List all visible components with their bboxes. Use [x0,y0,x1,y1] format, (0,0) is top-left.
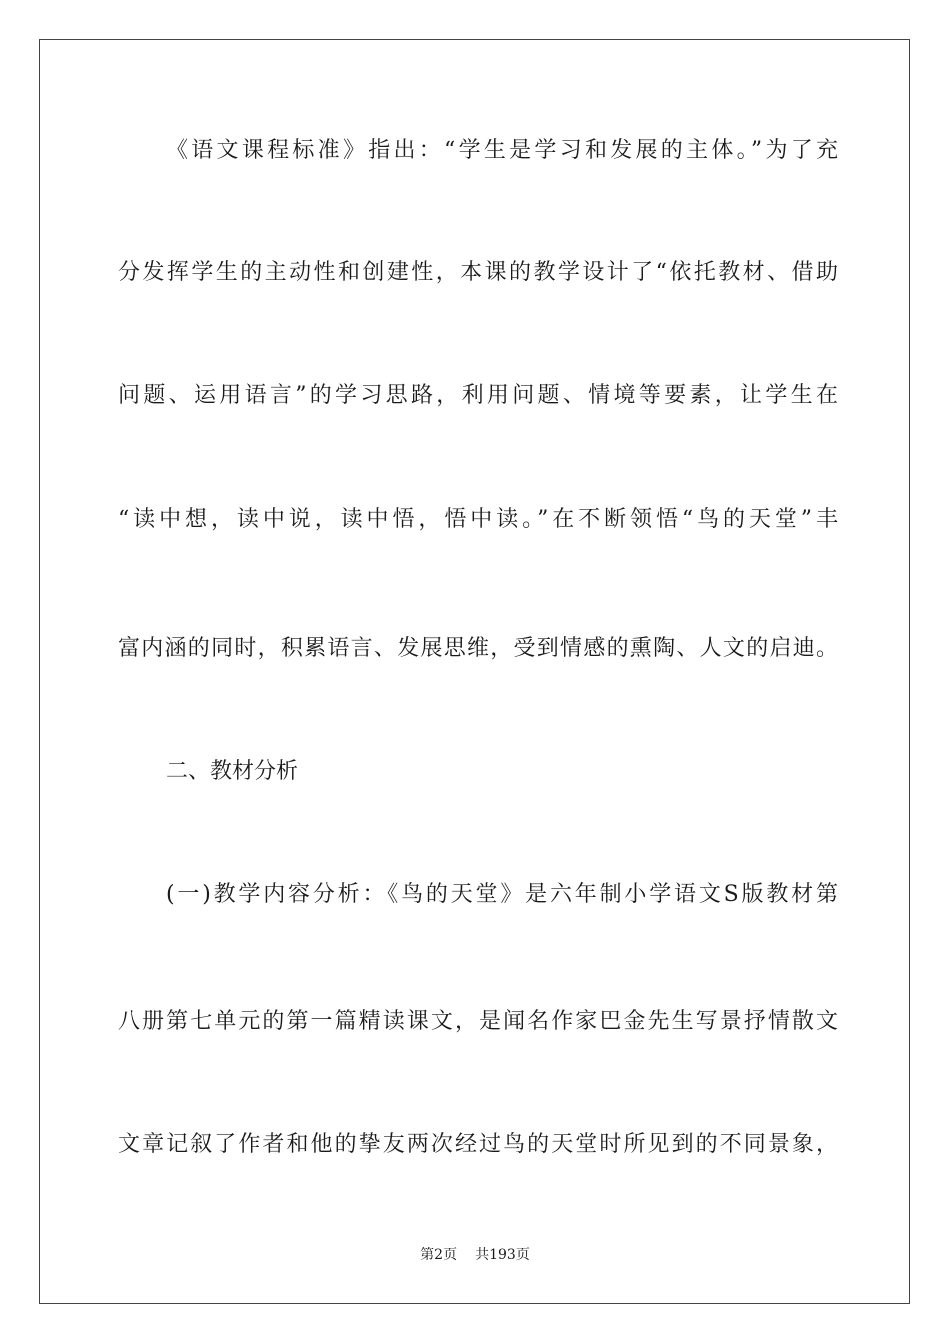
paragraph-line-6: (一)教学内容分析：《鸟的天堂》是六年制小学语文S版教材第 [166,882,838,907]
page-number: 第2页 [420,1247,458,1263]
paragraph-line-7: 八册第七单元的第一篇精读课文，是闻名作家巴金先生写景抒情散文 [118,1009,838,1034]
paragraph-line-1: 《语文课程标准》指出：“学生是学习和发展的主体。”为了充 [166,138,838,163]
section-heading: 二、教材分析 [166,759,299,784]
paragraph-line-5: 富内涵的同时，积累语言、发展思维，受到情感的熏陶、人文的启迪。 [118,636,838,661]
paragraph-line-3: 问题、运用语言”的学习思路，利用问题、情境等要素，让学生在 [118,383,838,408]
page-border [39,39,910,1304]
paragraph-line-2: 分发挥学生的主动性和创建性，本课的教学设计了“依托教材、借助 [118,260,838,285]
page-footer [0,1245,950,1265]
paragraph-line-4: “读中想，读中说，读中悟，悟中读。”在不断领悟“鸟的天堂”丰 [118,507,838,532]
paragraph-line-8: 文章记叙了作者和他的挚友两次经过鸟的天堂时所见到的不同景象， [118,1132,838,1157]
page-total: 共193页 [475,1247,530,1263]
